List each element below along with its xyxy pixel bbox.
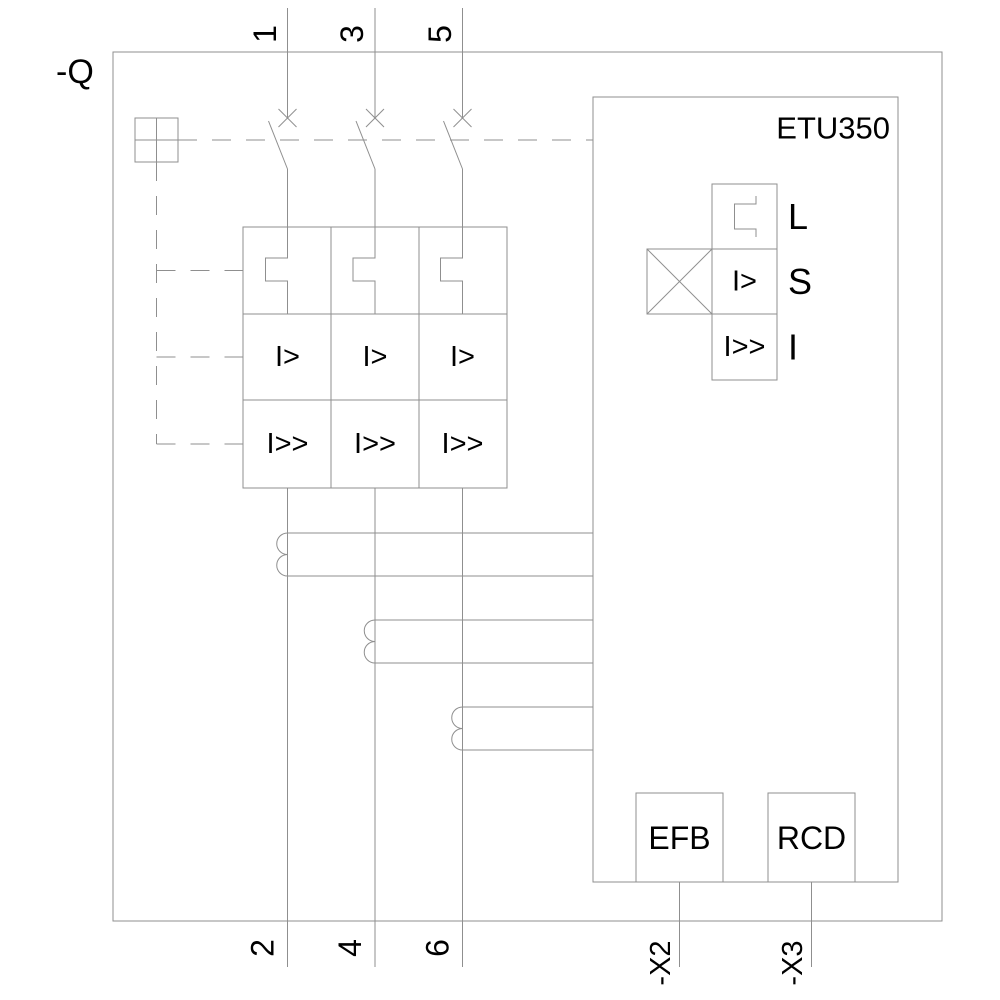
release-grid	[243, 227, 507, 488]
contact-blade	[356, 121, 375, 169]
efb-module	[636, 793, 723, 882]
pole-2-current-transformer-icon	[364, 620, 593, 663]
etu-outline	[593, 97, 898, 882]
pole-1-thermal-step-symbol	[266, 227, 288, 314]
terminal-label-5: 5	[422, 25, 458, 43]
pole-3-thermal-step-symbol	[441, 227, 463, 314]
etu-box	[593, 97, 898, 882]
instantaneous-release-symbol-2: I>>	[354, 428, 396, 460]
terminal-label-1: 1	[247, 25, 283, 43]
breaker-enclosure-outline	[113, 52, 942, 921]
pole-2-breaker-contact-icon	[356, 109, 384, 169]
instantaneous-release-symbol-1: I>>	[266, 428, 309, 460]
terminal-label-6: 6	[419, 939, 456, 957]
etu-instantaneous-label: I	[788, 326, 799, 368]
pole-3-current-transformer-icon	[452, 707, 593, 750]
etu-crossed-box-icon	[647, 249, 712, 314]
pole-1-breaker-contact-icon	[269, 109, 297, 169]
pole-1-current-transformer-icon	[277, 533, 593, 576]
ct-coil-icon	[277, 533, 288, 576]
etu-long-time-label: L	[788, 196, 809, 237]
terminal-label-4: 4	[332, 939, 368, 957]
pole-2-thermal-step-symbol	[353, 227, 375, 314]
contact-blade	[444, 121, 463, 169]
rcd-module-label: RCD	[776, 820, 847, 856]
terminal-label-3: 3	[334, 25, 370, 43]
etu-short-time-symbol: I>	[732, 265, 757, 298]
overload-release-symbol-3: I>	[450, 341, 475, 373]
instantaneous-release-symbol-3: I>>	[441, 428, 484, 460]
aux-connector-x2	[645, 882, 680, 986]
rcd-module	[768, 793, 855, 882]
pole-3-breaker-contact-icon	[444, 109, 472, 169]
operating-mechanism-box	[135, 118, 178, 162]
etu-short-time-label: S	[788, 261, 813, 302]
etu-long-time-box	[712, 184, 777, 249]
ct-coil-icon	[364, 620, 375, 663]
contact-blade	[269, 121, 288, 169]
terminal-label-2: 2	[244, 939, 281, 957]
aux-connector-x3	[777, 882, 812, 986]
x3-connector-label: -X3	[777, 940, 809, 986]
x2-connector-label: -X2	[645, 940, 677, 986]
etu-label: ETU350	[776, 110, 890, 146]
overload-release-symbol-2: I>	[362, 341, 388, 373]
overload-release-symbol-1: I>	[275, 341, 300, 373]
device-label: -Q	[56, 53, 94, 91]
etu-instantaneous-symbol: I>>	[723, 331, 766, 363]
efb-module-label: EFB	[648, 820, 711, 856]
ct-coil-icon	[452, 707, 463, 750]
etu-long-time-step-symbol	[735, 196, 757, 237]
